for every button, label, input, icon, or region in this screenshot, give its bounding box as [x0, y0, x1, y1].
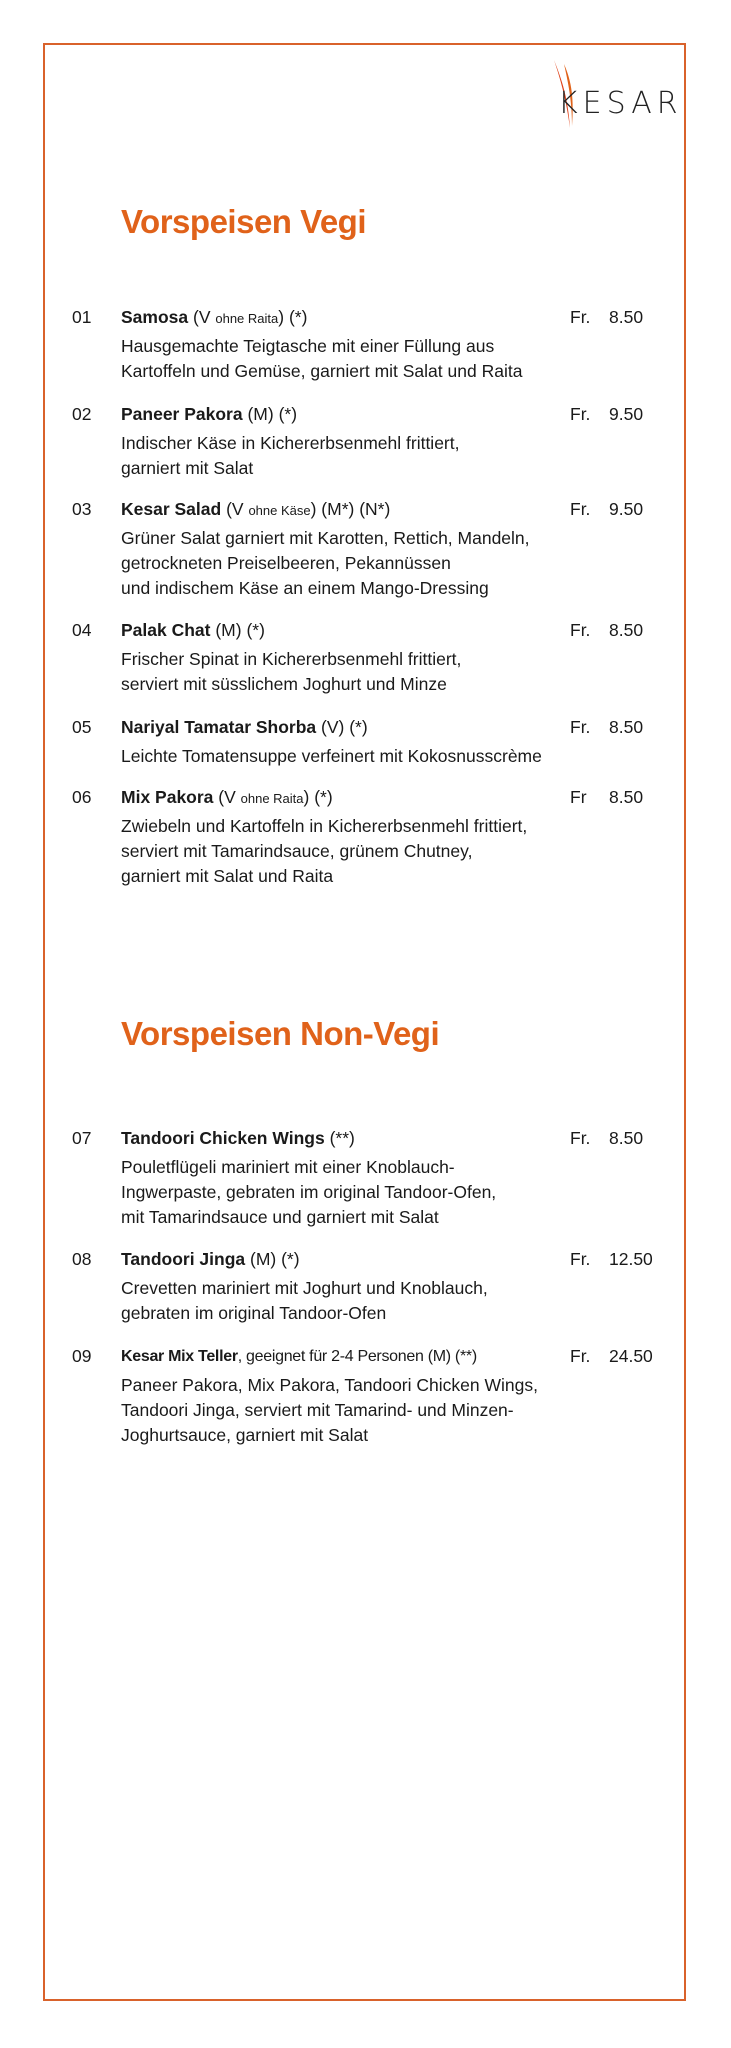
item-price: 12.50	[609, 1249, 653, 1269]
item-price: 9.50	[609, 404, 644, 424]
item-number: 05	[72, 717, 92, 737]
item-name: Tandoori Chicken Wings	[121, 1128, 325, 1148]
item-currency: Fr.	[570, 404, 591, 424]
section-title-vegi: Vorspeisen Vegi	[121, 203, 366, 240]
item-number: 04	[72, 620, 92, 640]
item-price: 8.50	[609, 620, 644, 640]
item-name: Samosa	[121, 307, 189, 327]
item-tags: (M) (*)	[210, 620, 265, 640]
item-tags: (V	[188, 307, 216, 327]
item-description: Leichte Tomatensuppe verfeinert mit Kokosnusscrème	[121, 746, 542, 766]
logo-text: KESAR	[558, 86, 683, 121]
item-tag-note: ohne Raita	[215, 311, 279, 326]
item-price: 8.50	[609, 1128, 644, 1148]
item-tags: , geeignet für 2-4 Personen (M) (**)	[237, 1348, 477, 1365]
item-currency: Fr	[570, 787, 587, 807]
item-description: Grüner Salat garniert mit Karotten, Rettich, Mandeln, getrockneten Preiselbeeren, Pekannüssen und indischem Käse an einem Mango-Dressing	[121, 528, 530, 598]
item-tags: (**)	[324, 1128, 355, 1148]
item-tag-note: ohne Raita	[240, 791, 304, 806]
item-name: Paneer Pakora	[121, 404, 243, 424]
item-tags: (V	[221, 499, 249, 519]
item-name: Kesar Salad	[121, 499, 222, 519]
item-number: 02	[72, 404, 92, 424]
item-currency: Fr.	[570, 307, 591, 327]
item-description: Indischer Käse in Kichererbsenmehl frittiert, garniert mit Salat	[121, 433, 460, 478]
item-price: 8.50	[609, 717, 644, 737]
item-currency: Fr.	[570, 1128, 591, 1148]
item-description: Frischer Spinat in Kichererbsenmehl frittiert, serviert mit süsslichem Joghurt und Minze	[121, 649, 462, 694]
item-currency: Fr.	[570, 1249, 591, 1269]
item-name: Tandoori Jinga	[121, 1249, 246, 1269]
item-tags: (V) (*)	[316, 717, 368, 737]
item-description: Pouletflügeli mariniert mit einer Knoblauch- Ingwerpaste, gebraten im original Tandoor-Ofen, mit Tamarindsauce und garniert mit Salat	[121, 1157, 497, 1227]
item-description: Zwiebeln und Kartoffeln in Kichererbsenmehl frittiert, serviert mit Tamarindsauce, grünem Chutney, garniert mit Salat und Raita	[121, 816, 528, 886]
item-tags-end: ) (*)	[303, 787, 333, 807]
section-title-non-vegi: Vorspeisen Non-Vegi	[121, 1015, 440, 1052]
item-name: Mix Pakora	[121, 787, 214, 807]
item-price: 8.50	[609, 787, 644, 807]
item-number: 03	[72, 499, 92, 519]
item-name: Nariyal Tamatar Shorba	[121, 717, 317, 737]
item-currency: Fr.	[570, 717, 591, 737]
item-currency: Fr.	[570, 1346, 591, 1366]
item-number: 09	[72, 1346, 92, 1366]
item-price: 24.50	[609, 1346, 653, 1366]
item-currency: Fr.	[570, 620, 591, 640]
item-description: Hausgemachte Teigtasche mit einer Füllung aus Kartoffeln und Gemüse, garniert mit Salat und Raita	[121, 336, 523, 381]
item-description: Paneer Pakora, Mix Pakora, Tandoori Chicken Wings, Tandoori Jinga, serviert mit Tamarind- und Minzen- Joghurtsauce, garniert mit Salat	[121, 1375, 538, 1445]
item-number: 01	[72, 307, 92, 327]
item-currency: Fr.	[570, 499, 591, 519]
item-tag-note: ohne Käse	[248, 503, 311, 518]
item-tags-end: ) (*)	[278, 307, 308, 327]
item-description: Crevetten mariniert mit Joghurt und Knoblauch, gebraten im original Tandoor-Ofen	[121, 1278, 488, 1323]
item-name: Palak Chat	[121, 620, 211, 640]
item-number: 08	[72, 1249, 92, 1269]
item-tags: (M) (*)	[242, 404, 298, 424]
kesar-logo	[548, 58, 683, 130]
item-tags-end: ) (M*) (N*)	[310, 499, 391, 519]
item-name: Kesar Mix Teller	[121, 1348, 238, 1365]
item-number: 07	[72, 1128, 92, 1148]
item-tags: (V	[213, 787, 241, 807]
item-price: 9.50	[609, 499, 644, 519]
item-tags: (M) (*)	[245, 1249, 300, 1269]
item-price: 8.50	[609, 307, 644, 327]
item-number: 06	[72, 787, 92, 807]
